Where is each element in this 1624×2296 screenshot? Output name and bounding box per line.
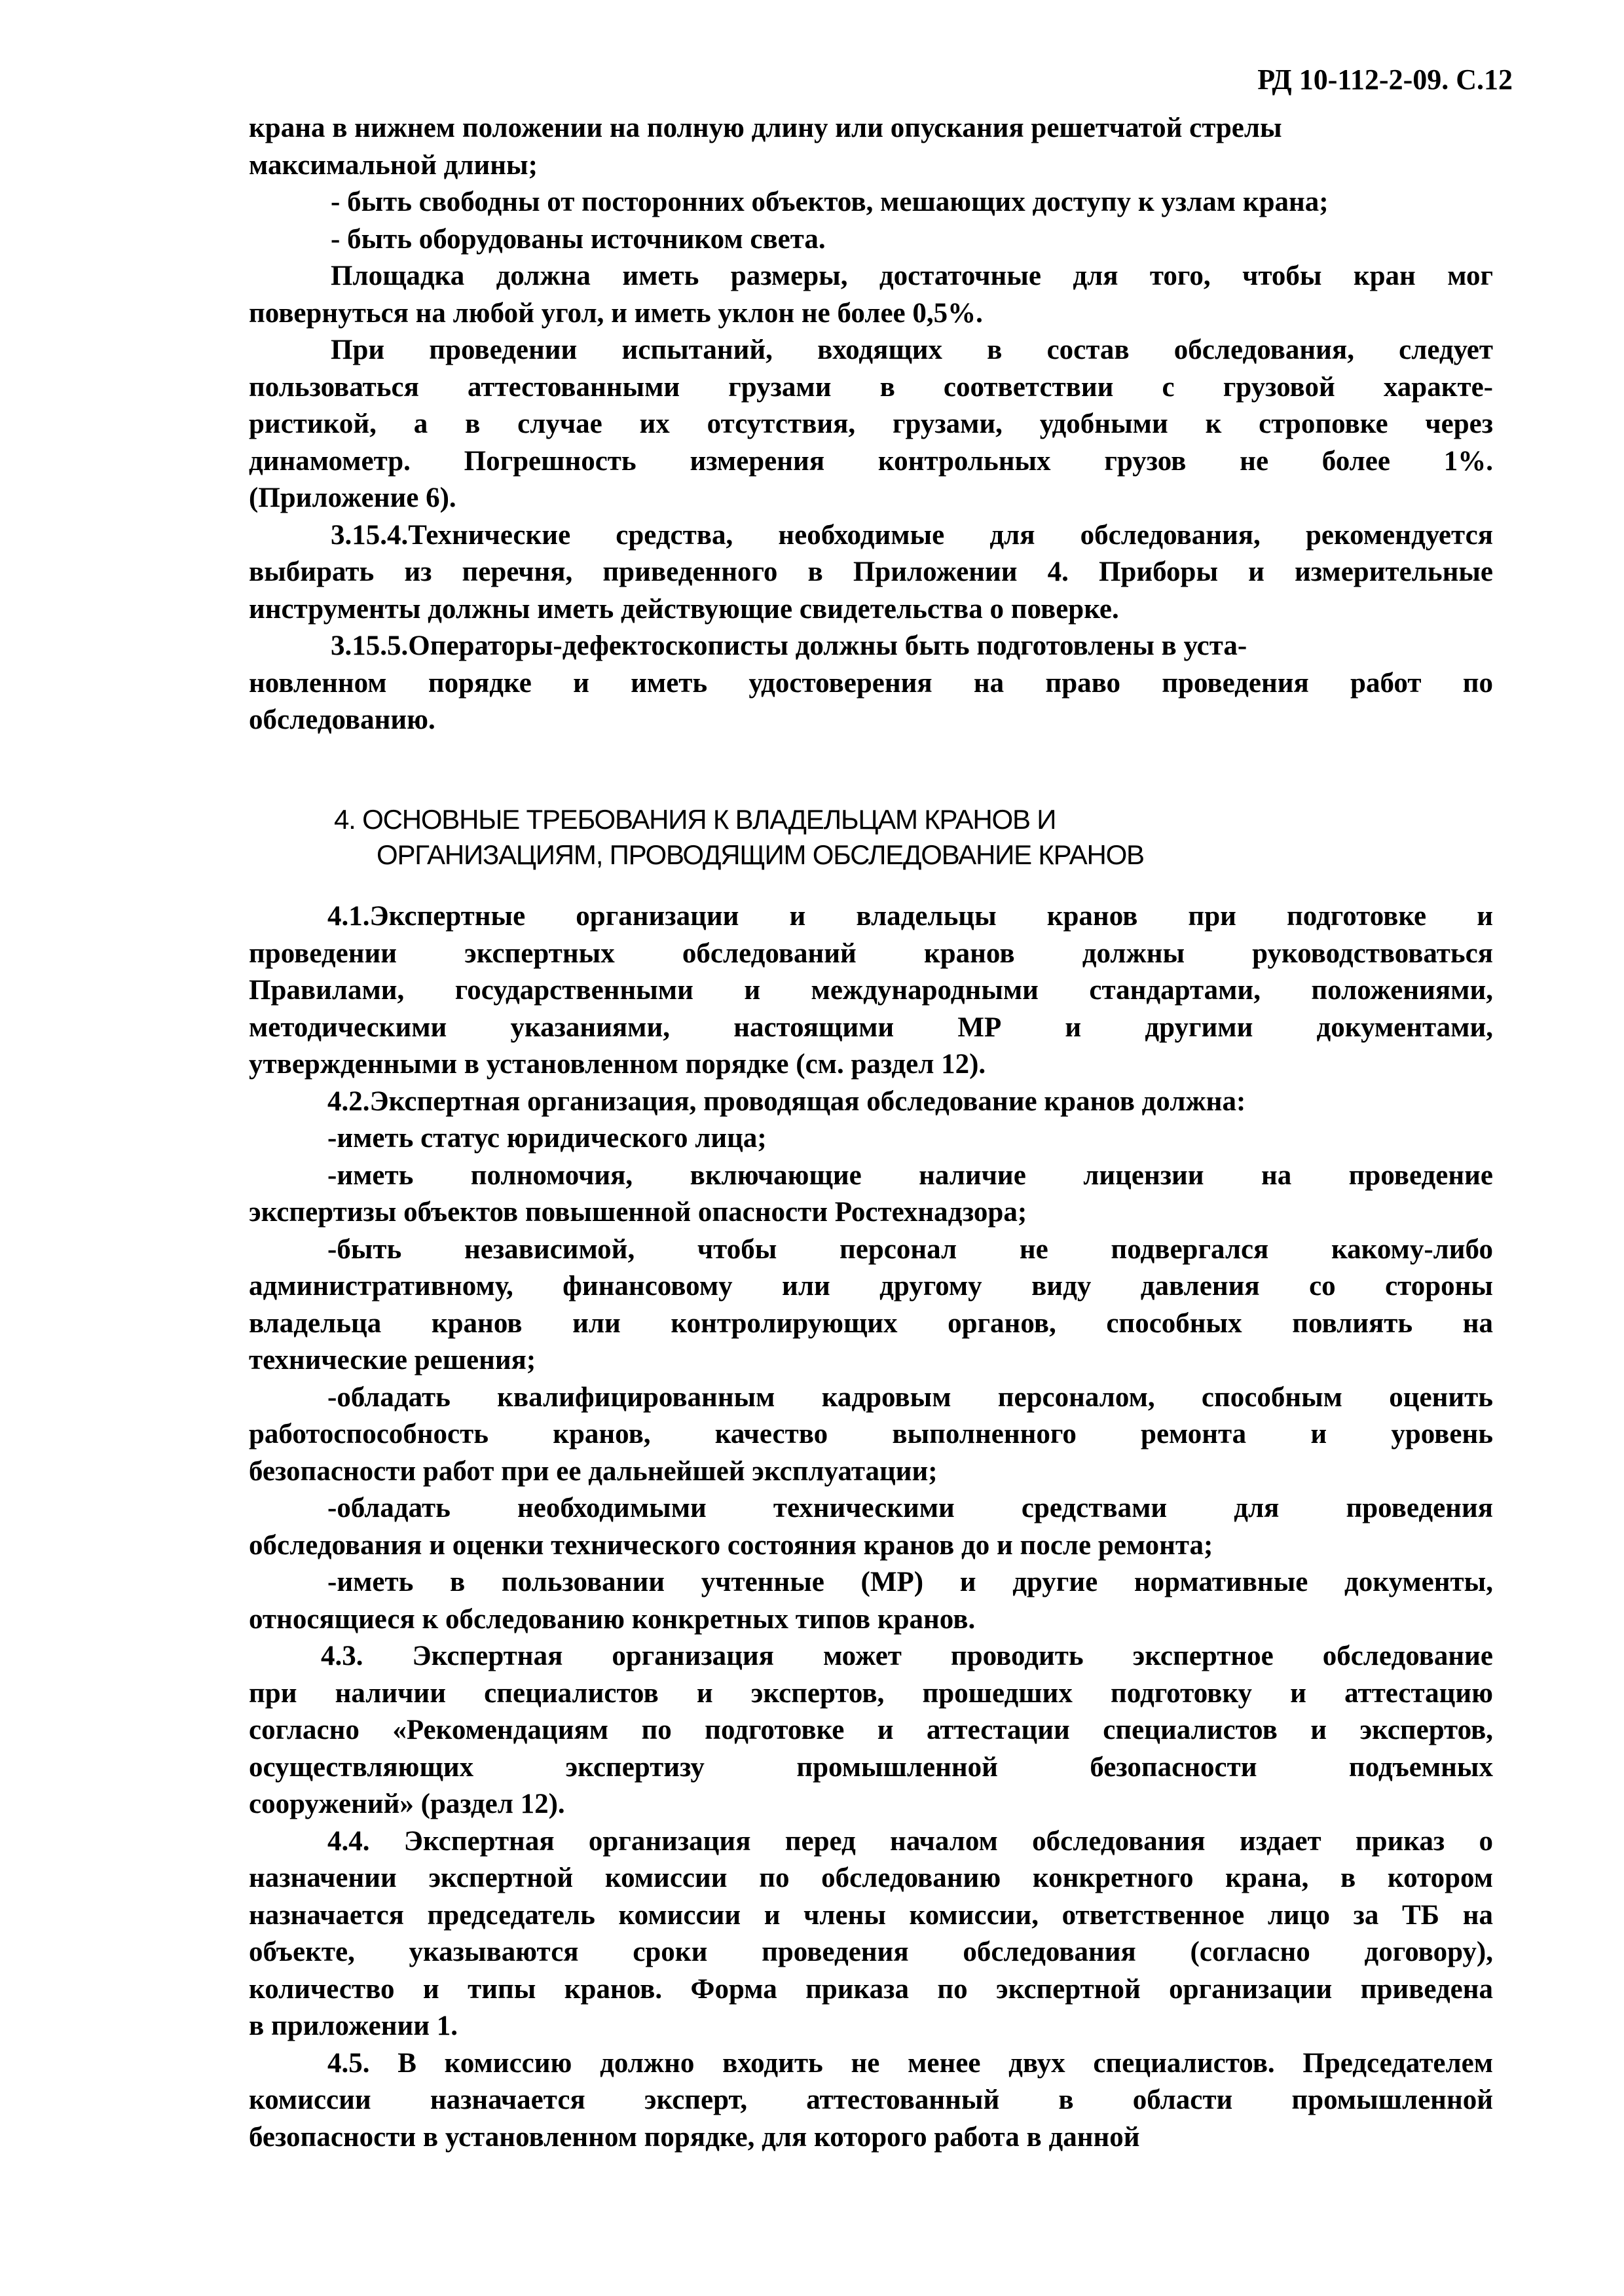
text-line: экспертизы объектов повышенной опасности Ростехнадзора; [249,1197,1027,1228]
text-line: безопасности в установленном порядке, для которого работа в данной [249,2121,1140,2153]
text-line: комиссии назначается эксперт, аттестованный в области промышленной [249,2085,1493,2115]
text-line: согласно «Рекомендациям по подготовке и аттестации специалистов и экспертов, [249,1715,1493,1745]
text-line: 4.3. Экспертная организация может проводить экспертное обследование [321,1641,1493,1671]
text-line: динамометр. Погрешность измерения контрольных грузов не более 1%. [249,445,1493,477]
text-line: административному, финансовому или другому виду давления со стороны [249,1271,1493,1302]
text-line: При проведении испытаний, входящих в состав обследования, следует [331,335,1493,365]
text-line: безопасности работ при ее дальнейшей эксплуатации; [249,1455,938,1487]
text-line: -иметь в пользовании учтенные (МР) и другие нормативные документы, [327,1567,1493,1597]
text-line: новленном порядке и иметь удостоверения на право проведения работ по [249,667,1493,699]
text-line: 3.15.5.Операторы-дефектоскописты должны быть подготовлены в уста- [331,630,1247,661]
text-line: 3.15.4.Технические средства, необходимые для обследования, рекомендуется [331,519,1493,551]
text-line: назначается председатель комиссии и члены комиссии, ответственное лицо за ТБ на [249,1899,1493,1931]
text-line: работоспособность кранов, качество выполненного ремонта и уровень [249,1419,1493,1449]
text-line: проведении экспертных обследований кранов должны руководствоваться [249,938,1493,969]
text-line: методическими указаниями, настоящими МР и другими документами, [249,1011,1493,1043]
text-line: - быть оборудованы источником света. [331,223,826,255]
text-line: ристикой, а в случае их отсутствия, грузами, удобными к строповке через [249,409,1493,439]
page-reference: РД 10-112-2-09. С.12 [1257,64,1513,96]
text-line: обследования и оценки технического состояния кранов до и после ремонта; [249,1529,1213,1561]
text-line: максимальной длины; [249,149,538,181]
text-line: осуществляющих экспертизу промышленной безопасности подъемных [249,1751,1493,1783]
section-heading-line: ОРГАНИЗАЦИЯМ, ПРОВОДЯЩИМ ОБСЛЕДОВАНИЕ КРАНОВ [377,839,1144,870]
text-line: относящиеся к обследованию конкретных типов кранов. [249,1603,976,1635]
text-line: 4.1.Экспертные организации и владельцы кранов при подготовке и [327,901,1493,932]
text-line: (Приложение 6). [249,483,456,513]
text-line: назначении экспертной комиссии по обследованию конкретного крана, в котором [249,1863,1493,1893]
text-line: при наличии специалистов и экспертов, прошедших подготовку и аттестацию [249,1677,1493,1709]
text-line: объекте, указываются сроки проведения обследования (согласно договору), [249,1937,1493,1967]
text-line: инструменты должны иметь действующие свидетельства о поверке. [249,593,1119,625]
text-line: -быть независимой, чтобы персонал не подвергался какому-либо [327,1233,1493,1265]
text-line: сооружений» (раздел 12). [249,1789,565,1819]
text-line: обследованию. [249,704,435,735]
text-line: Правилами, государственными и международными стандартами, положениями, [249,975,1493,1006]
text-line: выбирать из перечня, приведенного в Приложении 4. Приборы и измерительные [249,556,1493,587]
text-line: технические решения; [249,1345,536,1376]
text-line: повернуться на любой угол, и иметь уклон не более 0,5%. [249,297,983,329]
section-heading-line: 4. ОСНОВНЫЕ ТРЕБОВАНИЯ К ВЛАДЕЛЬЦАМ КРАНОВ И [334,804,1056,835]
text-line: утвержденными в установленном порядке (см. раздел 12). [249,1049,986,1080]
text-line: -иметь статус юридического лица; [327,1123,767,1154]
text-line: -иметь полномочия, включающие наличие лицензии на проведение [327,1159,1493,1191]
text-line: - быть свободны от посторонних объектов, мешающих доступу к узлам крана; [331,187,1329,217]
text-line: Площадка должна иметь размеры, достаточные для того, чтобы кран мог [331,261,1493,291]
text-line: 4.5. В комиссию должно входить не менее двух специалистов. Председателем [327,2047,1493,2079]
top-text-block [249,110,1493,739]
text-line: в приложении 1. [249,2011,458,2041]
text-line: -обладать необходимыми техническими средствами для проведения [327,1493,1493,1523]
text-line: -обладать квалифицированным кадровым персоналом, способным оценить [327,1381,1493,1413]
text-line: 4.2.Экспертная организация, проводящая обследование кранов должна: [327,1085,1246,1117]
text-line: количество и типы кранов. Форма приказа по экспертной организации приведена [249,1973,1493,2005]
text-line: 4.4. Экспертная организация перед началом обследования издает приказ о [327,1825,1493,1857]
text-line: владельца кранов или контролирующих органов, способных повлиять на [249,1307,1493,1339]
section-heading [249,802,1493,873]
main-text-block [249,898,1493,2156]
text-line: крана в нижнем положении на полную длину или опускания решетчатой стрелы [249,113,1282,143]
text-line: пользоваться аттестованными грузами в соответствии с грузовой характе- [249,371,1493,403]
